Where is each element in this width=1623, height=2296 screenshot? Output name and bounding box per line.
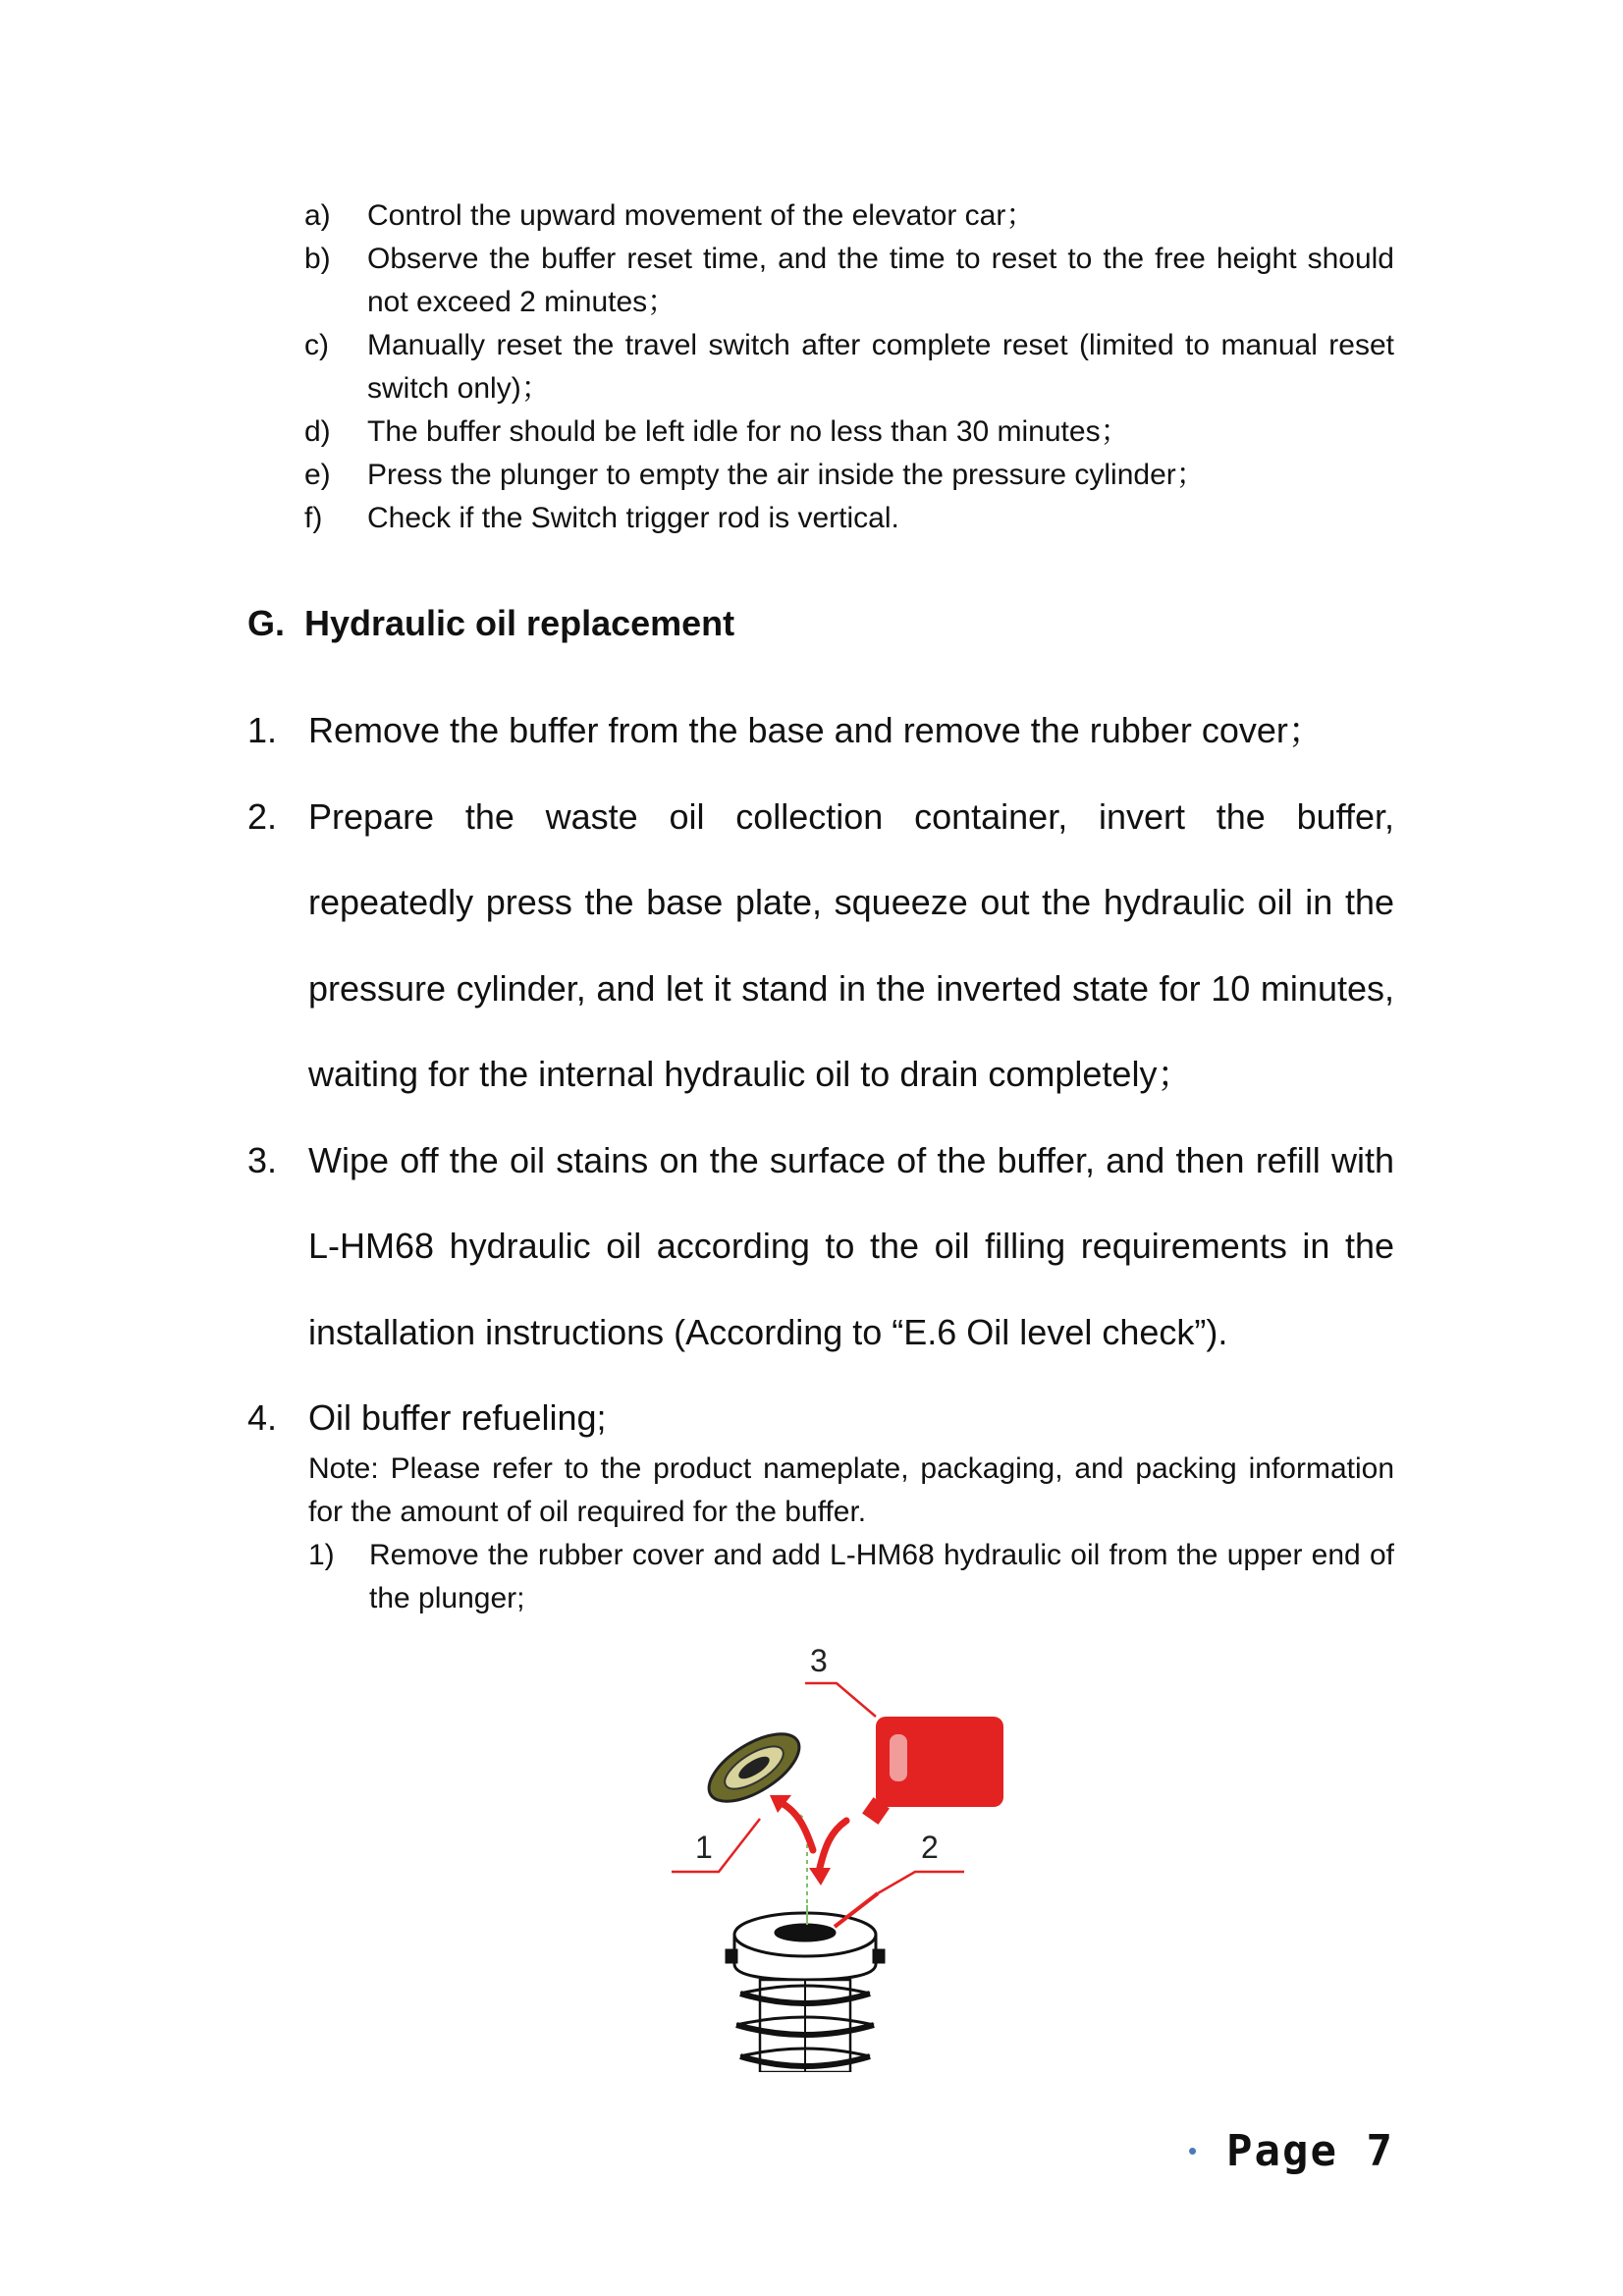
item-marker: f) [304,502,323,534]
item-marker: c) [304,329,329,361]
callout-3: 3 [810,1643,828,1678]
page-footer [1178,2121,1394,2180]
buffer-body [727,1905,884,2072]
callout-2: 2 [921,1830,939,1865]
list-item [304,454,1394,497]
item-text: The buffer should be left idle for no less than 30 minutes； [367,415,1130,448]
oil-filling-diagram [658,1640,1031,2072]
item-text: Observe the buffer reset time, and the time to reset to the free height should not exceed 2 minutes； [367,243,1394,318]
step-item [247,687,1394,774]
item-marker: b) [304,243,331,275]
list-item [304,410,1394,454]
lettered-list [304,194,1394,540]
step-item [247,774,1394,1118]
flow-arrows [782,1803,846,1872]
item-marker: e) [304,459,331,491]
steps-list [247,687,1394,1461]
step-number: 4. [247,1397,278,1438]
list-item [304,194,1394,238]
page-number: Page 7 [1226,2125,1394,2176]
footer-bullet: • [1187,2135,1198,2165]
sub-step-text: Remove the rubber cover and add L-HM68 hydraulic oil from the upper end of the plunger; [369,1539,1394,1614]
step-number: 2. [247,795,278,837]
item-text: Check if the Switch trigger rod is vertical. [367,502,899,534]
list-item [304,324,1394,410]
callout-1: 1 [695,1830,713,1865]
section-title: Hydraulic oil replacement [304,603,735,643]
item-text: Manually reset the travel switch after complete reset (limited to manual reset switch only)； [367,329,1394,405]
item-text: Control the upward movement of the elevator car； [367,199,1036,232]
item-marker: a) [304,199,331,232]
arrow-head-down [809,1868,831,1886]
note-text: Note: Please refer to the product nameplate, packaging, and packing information for the amount of oil required for the buffer. [308,1452,1394,1528]
diagram-svg [658,1640,1031,2072]
step-number: 1. [247,710,278,750]
list-item [304,238,1394,324]
step-text: Prepare the waste oil collection container, invert the buffer, repeatedly press the base plate, squeeze out the hydraulic oil in the pressure cylinder, and let it stand in the inverted state for 10 minutes, waiting for the internal hydraulic oil to drain completely； [308,795,1394,1094]
step-text: Oil buffer refueling; [308,1397,607,1438]
step-text: Remove the buffer from the base and remove the rubber cover； [308,710,1324,750]
note-block [308,1448,1394,1620]
oil-can-icon [862,1717,1003,1825]
step-number: 3. [247,1139,278,1180]
item-marker: d) [304,415,331,448]
item-text: Press the plunger to empty the air inside the pressure cylinder； [367,459,1206,491]
sub-step-marker: 1) [308,1539,335,1571]
rubber-cover-icon [698,1721,810,1815]
sub-step-item [308,1534,1394,1620]
section-heading [247,603,734,644]
step-text: Wipe off the oil stains on the surface of the buffer, and then refill with L-HM68 hydraulic oil according to the oil filling requirements in the installation instructions (According to “E.6 Oil level check”). [308,1139,1394,1352]
section-letter: G. [247,603,286,643]
list-item [304,497,1394,540]
step-item [247,1118,1394,1376]
